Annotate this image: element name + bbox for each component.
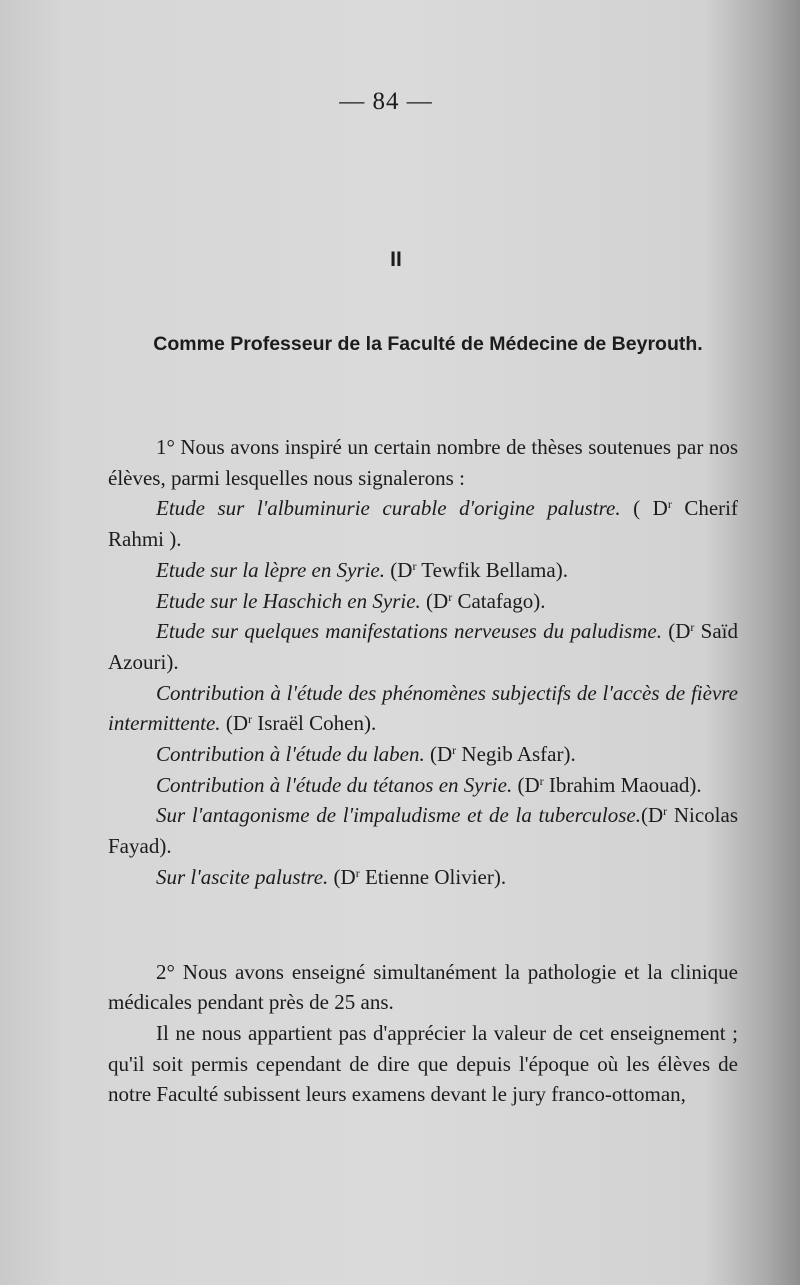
thesis-title: Etude sur l'albuminurie curable d'origine palustre. xyxy=(156,496,621,521)
thesis-title: Sur l'ascite palustre. xyxy=(156,864,329,889)
thesis-entry: Etude sur quelques manifestations nerveuses du paludisme. ($D^r$ Saïd Azouri). xyxy=(108,619,738,674)
thesis-entry: Etude sur le Haschich en Syrie. ($D^r$ Catafago). xyxy=(156,588,546,613)
section-heading: Comme Professeur de la Faculté de Médecine de Beyrouth. xyxy=(153,333,703,355)
thesis-author: Etienne Olivier xyxy=(359,864,494,889)
thesis-author: Israël Cohen xyxy=(251,711,364,736)
thesis-title: Contribution à l'étude du tétanos en Syrie. xyxy=(156,772,513,797)
thesis-author: Catafago xyxy=(452,588,534,613)
thesis-author: Negib Asfar xyxy=(456,742,564,767)
thesis-author: Saïd Azouri xyxy=(108,619,738,674)
thesis-author: Nicolas Fayad xyxy=(108,803,738,859)
teaching-paragraph: 2° Nous avons enseigné simultanément la pathologie et la clinique médicales pendant près de 25 ans. xyxy=(108,959,738,1015)
thesis-title: Etude sur la lèpre en Syrie. xyxy=(156,557,386,582)
thesis-author: Cherif Rahmi xyxy=(108,496,738,552)
thesis-entry: Sur l'ascite palustre. ($D^r$ Etienne Olivier). xyxy=(156,864,507,889)
thesis-author: Ibrahim Maouad xyxy=(543,772,690,797)
thesis-entry: Sur l'antagonisme de l'impaludisme et de la $tuberculose.(D^r$ Nicolas Fayad). xyxy=(108,803,738,859)
theses-list xyxy=(108,493,738,892)
section-numeral: II xyxy=(390,248,402,271)
thesis-title: Etude sur quelques manifestations nerveuses du paludisme. xyxy=(156,619,662,644)
thesis-entry: Etude sur la lèpre en Syrie. ($D^r$ Tewfik Bellama). xyxy=(156,557,568,582)
thesis-entry: Etude sur l'albuminurie curable d'origine palustre. ( $D^r$ Cherif Rahmi ). xyxy=(108,496,738,552)
thesis-entry: Contribution à l'étude des phénomènes subjectifs de l'accès de fièvre intermittente. ($D^r$ Israël Cohen). xyxy=(108,680,738,736)
thesis-title: Contribution à l'étude du laben. xyxy=(156,742,425,767)
thesis-author: Tewfik Bellama xyxy=(416,557,556,582)
body-text xyxy=(108,432,738,1110)
examination-paragraph: Il ne nous appartient pas d'apprécier la valeur de cet enseignement ; qu'il soit permis cependant de dire que depuis l'époque où les élèves de notre Faculté subissent leurs examens devant le jury franco-ottoman, xyxy=(108,1020,738,1107)
theses-intro: 1° Nous avons inspiré un certain nombre de thèses soutenues par nos élèves, parmi lesquelles nous signalerons : xyxy=(108,435,738,490)
page-number: — 84 — xyxy=(339,88,433,115)
thesis-entry: Contribution à l'étude du laben. ($D^r$ Negib Asfar). xyxy=(156,742,576,767)
thesis-title: Etude sur le Haschich en Syrie. xyxy=(156,588,421,613)
thesis-entry: Contribution à l'étude du tétanos en Syrie. ($D^r$ Ibrahim Maouad). xyxy=(156,772,702,797)
paragraph-gap xyxy=(108,893,738,957)
thesis-title: Contribution à l'étude des phénomènes subjectifs de l'accès de fièvre intermittente. xyxy=(108,680,738,736)
thesis-title: Sur l'antagonisme de l'impaludisme et de la tuberculose. xyxy=(156,803,641,828)
